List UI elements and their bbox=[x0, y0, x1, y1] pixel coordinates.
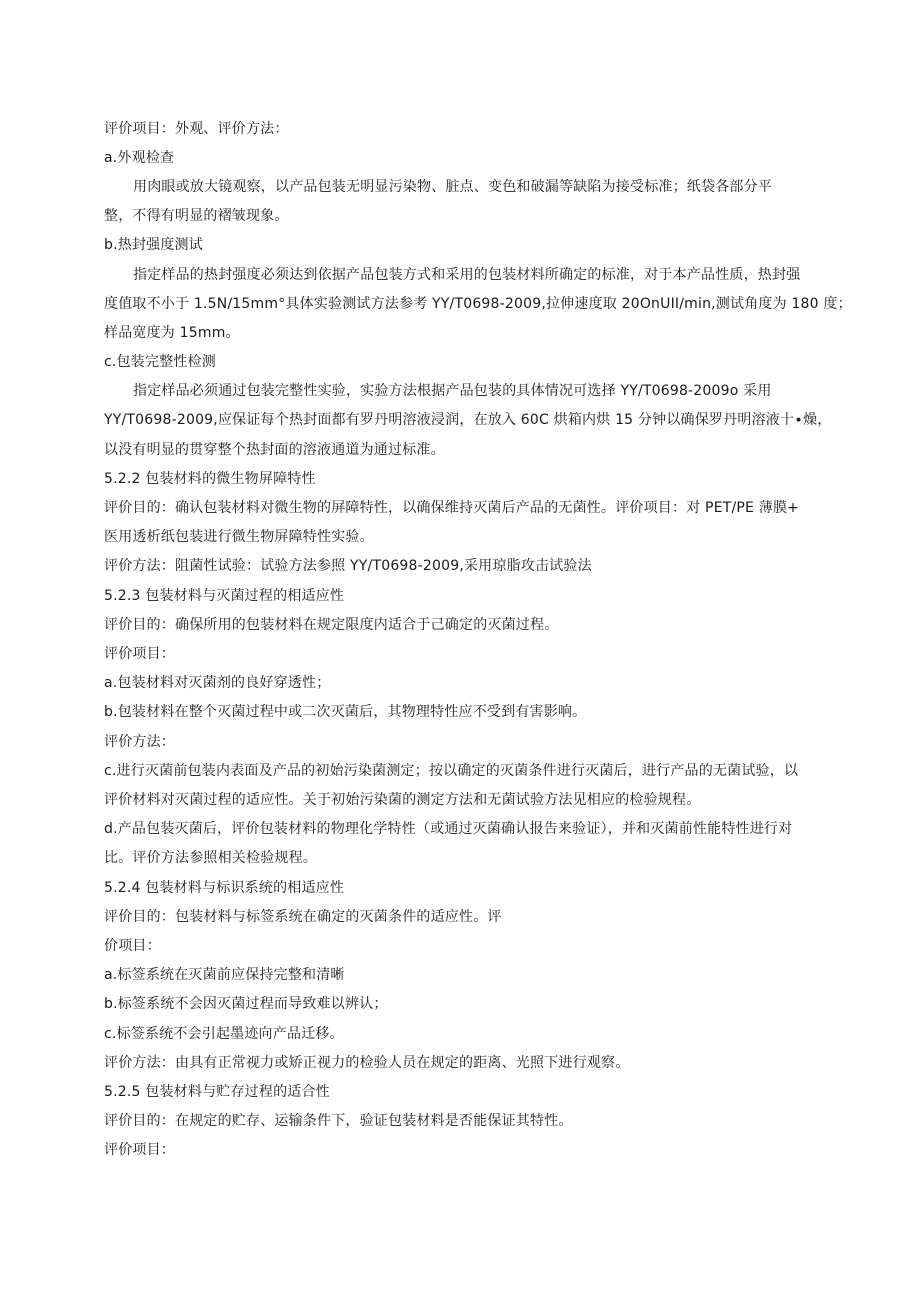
text-line: 评价材料对灭菌过程的适应性。关于初始污染菌的测定方法和无菌试验方法见相应的检验规程。 bbox=[104, 792, 701, 808]
text-line: a.标签系统在灭菌前应保持完整和清晰 bbox=[104, 967, 345, 983]
text-line: 评价项目：外观、评价方法： bbox=[104, 121, 289, 137]
text-line: 指定样品必须通过包装完整性实验，实验方法根据产品包装的具体情况可选择 YY/T0698-2009o 采用 bbox=[133, 383, 772, 399]
section-heading: 5.2.3 包装材料与灭菌过程的相适应性 bbox=[104, 588, 345, 604]
text-line: 价项目： bbox=[104, 938, 161, 954]
section-heading: 5.2.2 包装材料的微生物屏障特性 bbox=[104, 471, 316, 487]
text-line: d.产品包装灭菌后，评价包装材料的物理化学特性（或通过灭菌确认报告来验证），并和灭菌前性能特性进行对 bbox=[104, 821, 793, 837]
text-line: 度值取不小于 1.5N∕15mm°具体实验测试方法参考 YY/T0698-2009,拉伸速度取 20OnUII∕min,测试角度为 180 度； bbox=[104, 296, 852, 312]
text-line: 评价目的：确认包装材料对微生物的屏障特性，以确保维持灭菌后产品的无菌性。评价项目：对 PET/PE 薄膜+ bbox=[104, 500, 800, 516]
text-line: 评价目的：包装材料与标签系统在确定的灭菌条件的适应性。评 bbox=[104, 909, 502, 925]
text-line: b.包装材料在整个灭菌过程中或二次灭菌后，其物理特性应不受到有害影响。 bbox=[104, 704, 587, 720]
text-line: 以没有明显的贯穿整个热封面的溶液通道为通过标准。 bbox=[104, 442, 445, 458]
text-line: YY/T0698-2009,应保证每个热封面都有罗丹明溶液浸润，在放入 60C 烘箱内烘 15 分钟以确保罗丹明溶液十∙燥， bbox=[104, 412, 832, 428]
text-line: 评价项目： bbox=[104, 1142, 175, 1158]
text-line: c.包装完整性检测 bbox=[104, 354, 216, 370]
text-line: 评价方法：由具有正常视力或矫正视力的检验人员在规定的距离、光照下进行观察。 bbox=[104, 1055, 630, 1071]
text-line: a.外观检查 bbox=[104, 150, 175, 166]
text-line: 用肉眼或放大镜观察，以产品包装无明显污染物、脏点、变色和破漏等缺陷为接受标准；纸袋各部分平 bbox=[133, 179, 772, 195]
text-line: 比。评价方法参照相关检验规程。 bbox=[104, 850, 317, 866]
text-line: c.进行灭菌前包装内表面及产品的初始污染菌测定；按以确定的灭菌条件进行灭菌后，进行产品的无菌试验，以 bbox=[104, 763, 799, 779]
text-line: b.热封强度测试 bbox=[104, 237, 203, 253]
text-line: 评价方法： bbox=[104, 734, 175, 750]
text-line: 评价方法：阻菌性试验：试验方法参照 YY/T0698-2009,采用琼脂攻击试验法 bbox=[104, 558, 592, 574]
text-line: c.标签系统不会引起墨迹向产品迁移。 bbox=[104, 1026, 344, 1042]
text-line: 评价目的：确保所用的包装材料在规定限度内适合于己确定的灭菌过程。 bbox=[104, 617, 559, 633]
text-line: 指定样品的热封强度必须达到依据产品包装方式和采用的包装材料所确定的标准，对于本产品性质，热封强 bbox=[133, 267, 801, 283]
text-line: 评价目的：在规定的贮存、运输条件下，验证包装材料是否能保证其特性。 bbox=[104, 1113, 573, 1129]
section-heading: 5.2.4 包装材料与标识系统的相适应性 bbox=[104, 880, 345, 896]
text-line: a.包装材料对灭菌剂的良好穿透性； bbox=[104, 675, 331, 691]
text-line: 整，不得有明显的褶皱现象。 bbox=[104, 208, 289, 224]
text-line: 医用透析纸包装进行微生物屏障特性实验。 bbox=[104, 529, 374, 545]
text-line: 评价项目： bbox=[104, 646, 175, 662]
text-line: b.标签系统不会因灭菌过程而导致难以辨认； bbox=[104, 996, 388, 1012]
text-line: 样品宽度为 15mm。 bbox=[104, 325, 240, 341]
section-heading: 5.2.5 包装材料与贮存过程的适合性 bbox=[104, 1084, 330, 1100]
